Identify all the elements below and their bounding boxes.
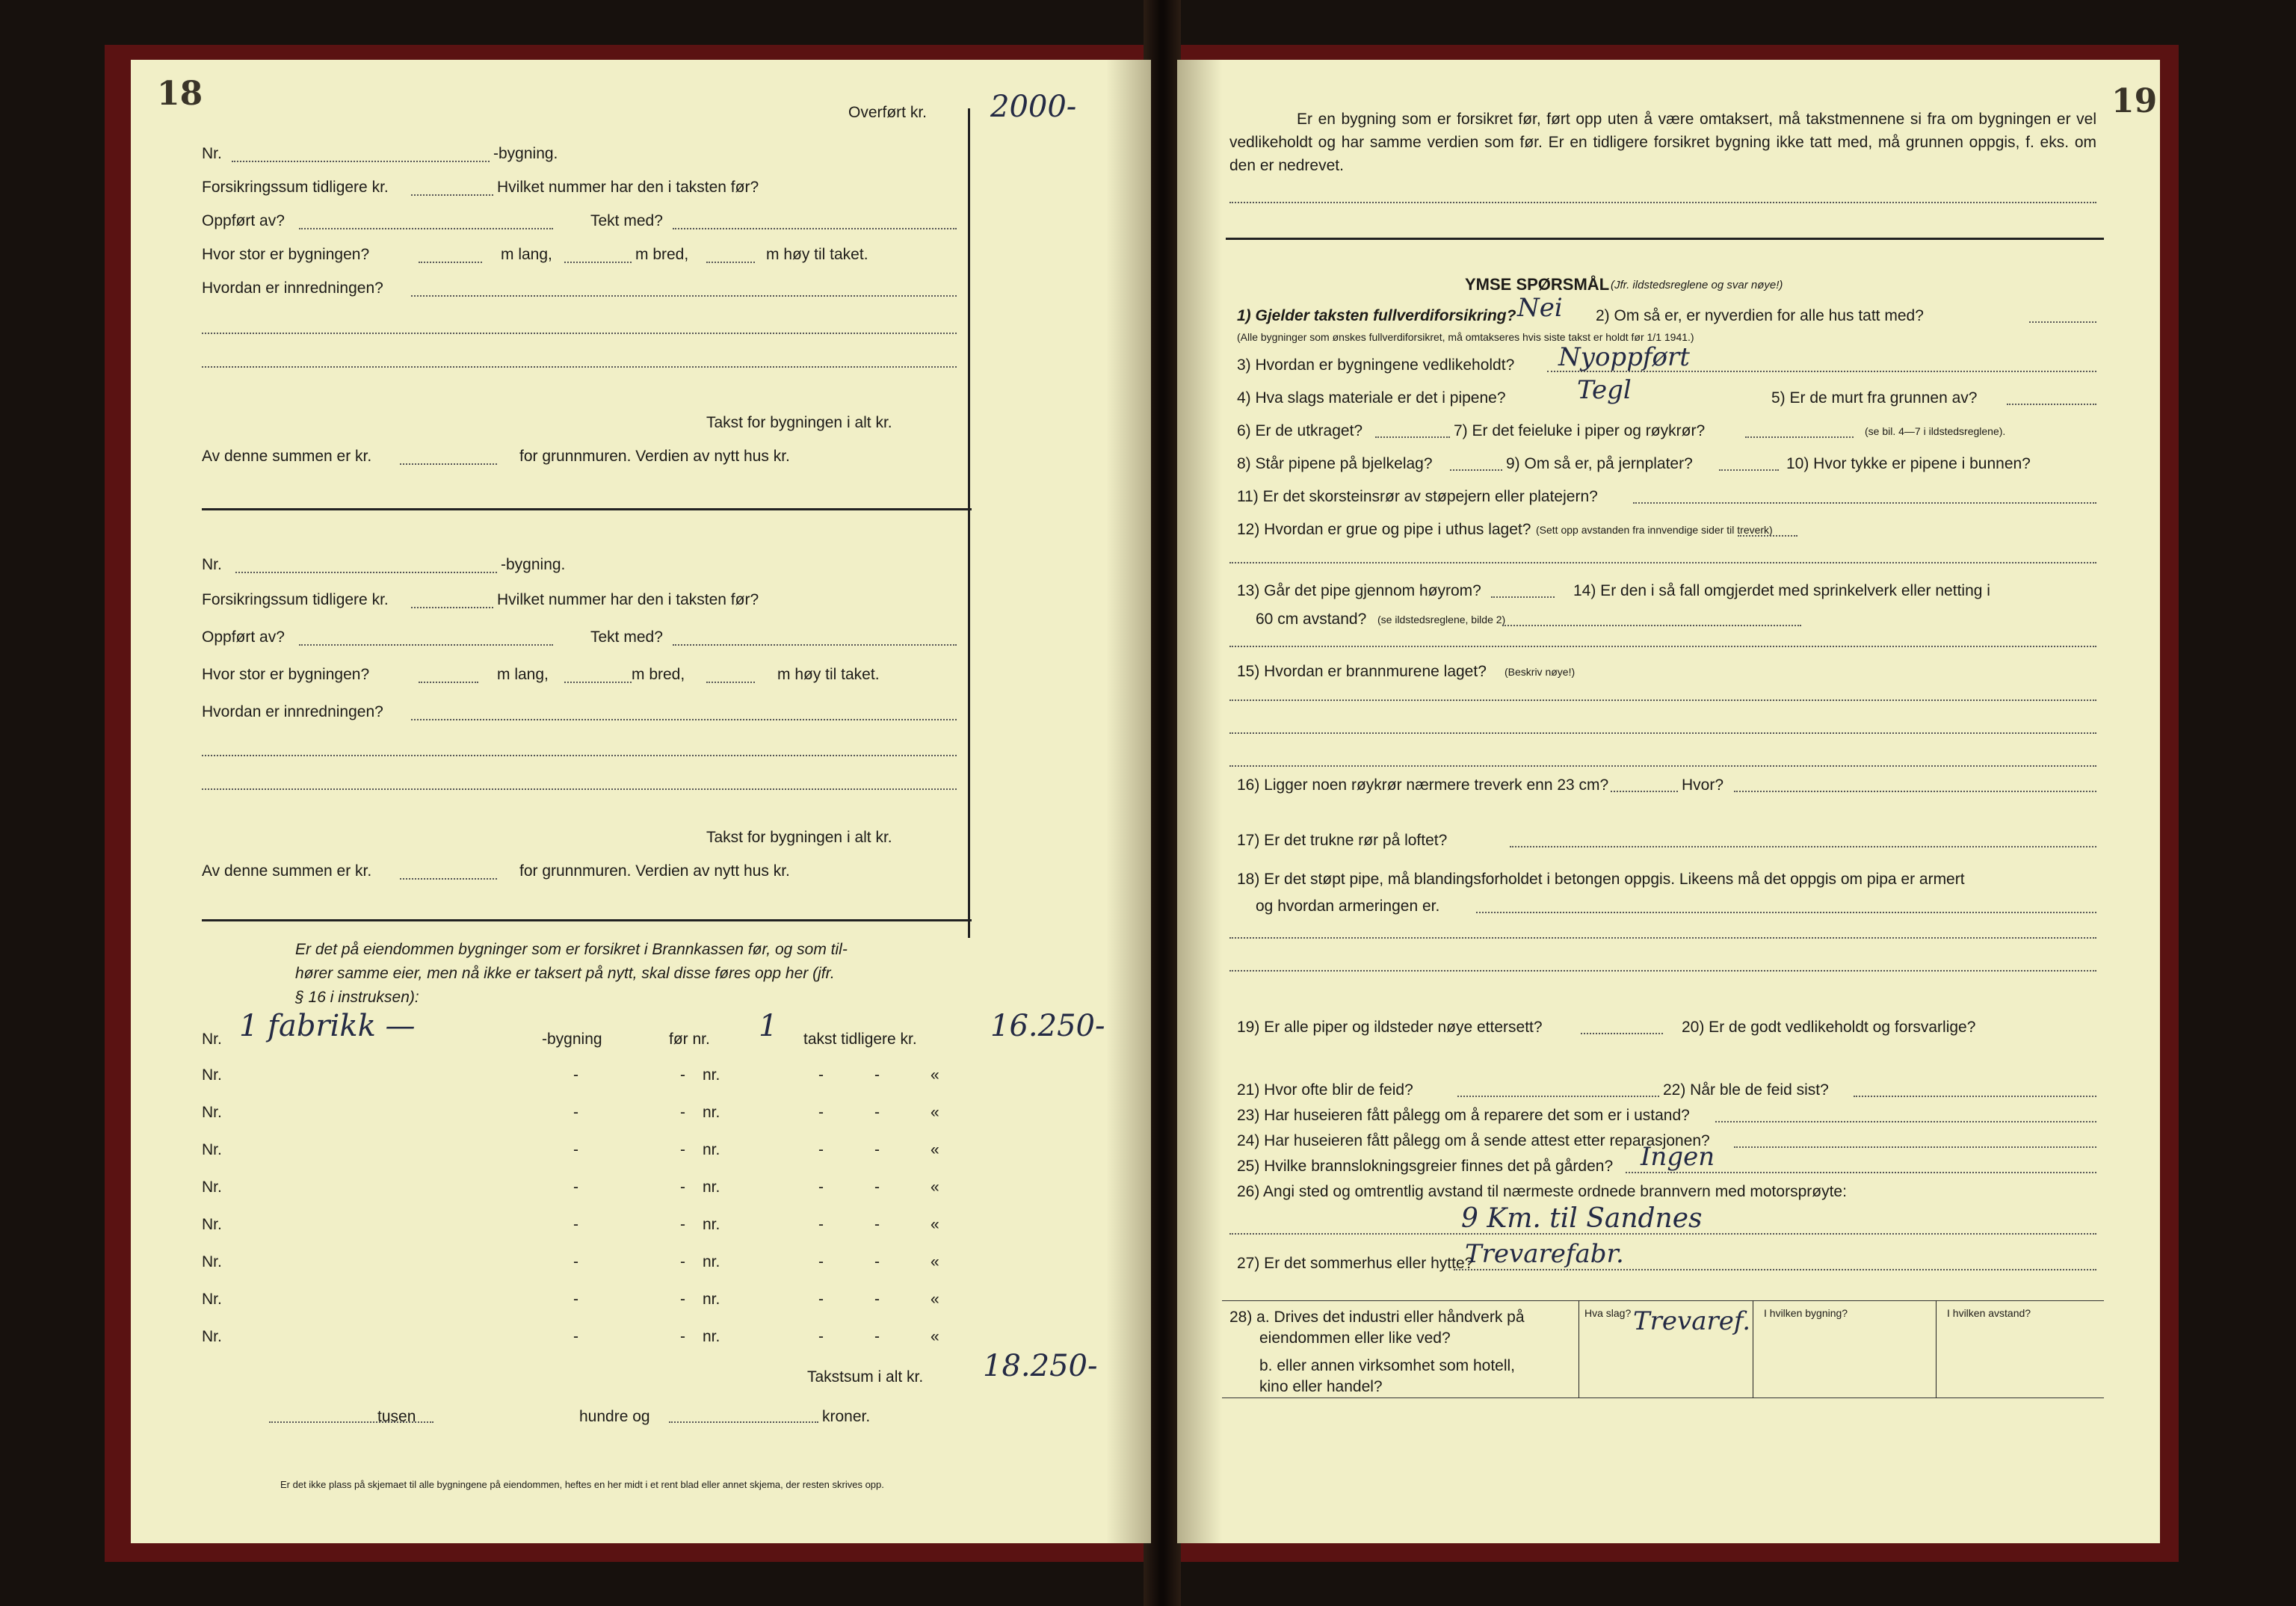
answer-15-line-2[interactable] [1229, 732, 2096, 734]
wide-field[interactable] [564, 682, 632, 683]
foundation-field[interactable] [400, 463, 497, 465]
row-dash: - [874, 1104, 880, 1121]
intro-paragraph: Er en bygning som er forsikret før, ført opp uten å være omtaksert, må takstmennene si fra om bygningen er vel vedlikeholdt og har samme verdien som før. Er en tidligere forsikret bygning ikke tatt med, må grunnen oppgis, f. eks. om den er nedrevet. [1229, 111, 2096, 174]
prev-note-line-1: Er det på eiendommen bygninger som er forsikret i Brannkassen før, og som til- [295, 941, 848, 958]
long-field[interactable] [419, 682, 478, 683]
row-nr-label: nr. [703, 1141, 720, 1158]
row-dash: - [573, 1253, 578, 1270]
question-22: 22) Når ble de feid sist? [1663, 1081, 1829, 1099]
row-dash: - [818, 1066, 824, 1084]
question-2: 2) Om så er, er nyverdien for alle hus tatt med? [1596, 307, 1924, 324]
question-8: 8) Står pipene på bjelkelag? [1237, 455, 1433, 472]
divider [202, 919, 972, 921]
table-top-rule [1222, 1300, 2104, 1301]
row-nr-label: nr. [703, 1291, 720, 1308]
table-col-rule [1936, 1300, 1937, 1397]
question-28a: 28) a. Drives det industri eller håndverk på [1229, 1309, 1525, 1326]
answer-13-field[interactable] [1491, 596, 1555, 598]
question-16-where: Hvor? [1682, 776, 1724, 794]
question-16: 16) Ligger noen røykrør nærmere treverk enn 23 cm? [1237, 776, 1609, 794]
row-nr: Nr. [202, 1179, 222, 1196]
foundation-field[interactable] [400, 878, 497, 880]
question-18-cont: og hvordan armeringen er. [1256, 898, 1440, 915]
question-12-note: (Sett opp avstanden fra innvendige sider til treverk) [1536, 524, 1773, 536]
total-sum-label: Takstsum i alt kr. [807, 1368, 924, 1386]
foundation-label: for grunnmuren. Verdien av nytt hus kr. [519, 862, 790, 880]
divider [1226, 238, 2104, 240]
interior-label: Hvordan er innredningen? [202, 279, 383, 297]
question-4: 4) Hva slags materiale er det i pipene? [1237, 389, 1506, 407]
row-dash: - [818, 1141, 824, 1158]
carried-label: Overført kr. [848, 104, 927, 121]
row-nr: Nr. [202, 1066, 222, 1084]
answer-26: 9 Km. til Sandnes [1461, 1203, 1703, 1234]
row-ditto: « [931, 1216, 939, 1233]
row-dash: - [573, 1066, 578, 1084]
question-20: 20) Er de godt vedlikeholdt og forsvarlige? [1682, 1019, 1976, 1036]
answer-1: Nei [1517, 293, 1563, 323]
row-nr: Nr. [202, 1253, 222, 1270]
wide-field[interactable] [564, 262, 632, 263]
row-dash: - [573, 1104, 578, 1121]
interior-line-3[interactable] [202, 366, 957, 368]
of-sum-label: Av denne summen er kr. [202, 862, 372, 880]
row-dash: - [874, 1141, 880, 1158]
built-field[interactable] [299, 228, 553, 229]
sum-prev-field[interactable] [411, 607, 493, 608]
roof-field[interactable] [673, 644, 957, 646]
which-number-label: Hvilket nummer har den i taksten før? [497, 179, 759, 196]
answer-24-field[interactable] [1734, 1146, 2096, 1148]
built-label: Oppført av? [202, 628, 285, 646]
row-dash: - [680, 1104, 685, 1121]
row-nr: Nr. [202, 1104, 222, 1121]
row-dash: - [874, 1066, 880, 1084]
row-dash: - [680, 1328, 685, 1345]
total-label: Takst for bygningen i alt kr. [706, 829, 892, 846]
question-13: 13) Går det pipe gjennom høyrom? [1237, 582, 1481, 599]
answer-26-line[interactable] [1229, 1233, 2096, 1235]
row-dash: - [874, 1179, 880, 1196]
size-label: Hvor stor er bygningen? [202, 246, 370, 263]
row-dash: - [874, 1253, 880, 1270]
question-24: 24) Har huseieren fått pålegg om å sende attest etter reparasjonen? [1237, 1132, 1710, 1149]
prev-row-nr-hand: 1 [759, 1009, 778, 1043]
interior-field[interactable] [411, 295, 957, 297]
answer-9-field[interactable] [1719, 469, 1779, 471]
nr-label: Nr. [202, 556, 222, 573]
answer-16-field[interactable] [1611, 791, 1678, 792]
interior-field[interactable] [411, 719, 957, 720]
of-sum-label: Av denne summen er kr. [202, 448, 372, 465]
question-1: 1) Gjelder taksten fullverdiforsikring? [1237, 307, 1516, 324]
row-dash: - [680, 1141, 685, 1158]
answer-8-field[interactable] [1450, 469, 1502, 471]
prev-row-for-nr: før nr. [669, 1031, 710, 1048]
total-sum-value: 18.250- [983, 1349, 1098, 1383]
row-dash: - [680, 1216, 685, 1233]
question-28b-cont: kino eller handel? [1259, 1378, 1383, 1395]
high-label: m høy til taket. [766, 246, 868, 263]
row-ditto: « [931, 1141, 939, 1158]
row-nr-label: nr. [703, 1104, 720, 1121]
row-dash: - [874, 1328, 880, 1345]
answer-17-field[interactable] [1510, 846, 2096, 847]
question-6: 6) Er de utkraget? [1237, 422, 1363, 439]
row-dash: - [680, 1291, 685, 1308]
high-field[interactable] [706, 682, 755, 683]
question-25: 25) Hvilke brannslokningsgreier finnes det på gården? [1237, 1158, 1614, 1175]
row-dash: - [818, 1253, 824, 1270]
question-19: 19) Er alle piper og ildsteder nøye ettersett? [1237, 1019, 1543, 1036]
long-field[interactable] [419, 262, 482, 263]
page-number: 19 [2111, 82, 2158, 120]
answer-7-field[interactable] [1745, 436, 1854, 438]
page-number: 18 [157, 75, 203, 113]
answer-18-line-1[interactable] [1229, 937, 2096, 939]
size-label: Hvor stor er bygningen? [202, 666, 370, 683]
answer-15-line-1[interactable] [1229, 699, 2096, 701]
interior-label: Hvordan er innredningen? [202, 703, 383, 720]
high-label: m høy til taket. [777, 666, 880, 683]
row-nr: Nr. [202, 1328, 222, 1345]
answer-3: Nyoppført [1558, 342, 1690, 372]
row-dash: - [874, 1216, 880, 1233]
row-dash: - [818, 1291, 824, 1308]
question-28b: b. eller annen virksomhet som hotell, [1259, 1357, 1515, 1374]
question-14-note: (se ildstedsreglene, bilde 2) [1377, 614, 1506, 626]
row-dash: - [573, 1216, 578, 1233]
row-dash: - [680, 1066, 685, 1084]
col-distance: I hvilken avstand? [1947, 1307, 2031, 1319]
col-what: Hva slag? [1584, 1307, 1632, 1319]
built-field[interactable] [299, 644, 553, 646]
question-26: 26) Angi sted og omtrentlig avstand til nærmeste ordnede brannvern med motorsprøyte: [1237, 1183, 1847, 1200]
question-10: 10) Hvor tykke er pipene i bunnen? [1786, 455, 2031, 472]
answer-6-field[interactable] [1375, 436, 1450, 438]
answer-3-field[interactable] [1547, 371, 2096, 372]
answer-11-field[interactable] [1633, 502, 2096, 504]
built-label: Oppført av? [202, 212, 285, 229]
col-building: I hvilken bygning? [1764, 1307, 1848, 1319]
interior-line-2[interactable] [202, 333, 957, 334]
footnote: Er det ikke plass på skjemaet til alle bygningene på eiendommen, heftes en her midt i et rent blad eller annet skjema, der resten skrives opp. [280, 1479, 884, 1490]
row-dash: - [874, 1291, 880, 1308]
row-nr-label: nr. [703, 1066, 720, 1084]
roof-field[interactable] [673, 228, 957, 229]
question-12: 12) Hvordan er grue og pipe i uthus laget? [1237, 521, 1531, 538]
intro-line[interactable] [1229, 202, 2096, 203]
section-heading-note: (Jfr. ildstedsreglene og svar nøye!) [1611, 279, 1783, 291]
long-label: m lang, [497, 666, 549, 683]
question-11: 11) Er det skorsteinsrør av støpejern eller platejern? [1237, 488, 1598, 505]
answer-19-field[interactable] [1581, 1033, 1663, 1034]
answer-27: Trevarefabr. [1465, 1239, 1624, 1269]
question-17: 17) Er det trukne rør på loftet? [1237, 832, 1448, 849]
interior-line-2[interactable] [202, 755, 957, 756]
row-nr-label: nr. [703, 1179, 720, 1196]
question-23: 23) Har huseieren fått pålegg om å reparere det som er i ustand? [1237, 1107, 1690, 1124]
prev-row-nr: Nr. [202, 1031, 222, 1048]
question-14: 14) Er den i så fall omgjerdet med sprinkelverk eller netting i [1573, 582, 1990, 599]
divider [202, 508, 972, 510]
answer-27-field[interactable] [1454, 1269, 2096, 1270]
high-field[interactable] [706, 262, 755, 263]
nr-field[interactable] [232, 161, 490, 162]
row-ditto: « [931, 1291, 939, 1308]
question-21: 21) Hvor ofte blir de feid? [1237, 1081, 1413, 1099]
row-nr-label: nr. [703, 1216, 720, 1233]
row-dash: - [573, 1328, 578, 1345]
table-col-rule [1578, 1300, 1579, 1397]
row-ditto: « [931, 1179, 939, 1196]
row-dash: - [573, 1141, 578, 1158]
nr-label: Nr. [202, 145, 222, 162]
row-dash: - [818, 1104, 824, 1121]
prev-note-line-3: § 16 i instruksen): [295, 989, 419, 1006]
question-7: 7) Er det feieluke i piper og røykrør? [1454, 422, 1706, 439]
answer-18-line-2[interactable] [1229, 970, 2096, 972]
bygning-label: -bygning. [501, 556, 566, 573]
row-dash: - [818, 1216, 824, 1233]
which-number-label: Hvilket nummer har den i taksten før? [497, 591, 759, 608]
prev-note-line-2: hører samme eier, men nå ikke er taksert på nytt, skal disse føres opp her (jfr. [295, 965, 835, 982]
table-bottom-rule [1222, 1397, 2104, 1398]
question-3: 3) Hvordan er bygningene vedlikeholdt? [1237, 356, 1515, 374]
sum-prev-field[interactable] [411, 194, 493, 196]
row-ditto: « [931, 1066, 939, 1084]
answer-5-field[interactable] [2007, 404, 2096, 405]
question-1-note: (Alle bygninger som ønskes fullverdiforsikret, må omtakseres hvis siste takst er holdt før 1/1 1941.) [1237, 331, 1694, 343]
kroner-field[interactable] [669, 1421, 818, 1423]
question-9: 9) Om så er, på jernplater? [1506, 455, 1693, 472]
hundre-label: hundre og [579, 1408, 650, 1425]
total-label: Takst for bygningen i alt kr. [706, 414, 892, 431]
prev-row-value-hand: 16.250- [990, 1009, 1105, 1043]
question-5: 5) Er de murt fra grunnen av? [1771, 389, 1978, 407]
tusen-label: tusen [377, 1408, 416, 1425]
answer-21-field[interactable] [1457, 1096, 1659, 1097]
row-nr: Nr. [202, 1291, 222, 1308]
row-ditto: « [931, 1104, 939, 1121]
roof-label: Tekt med? [590, 628, 663, 646]
section-heading: YMSE SPØRSMÅL [1465, 275, 1610, 294]
row-nr-label: nr. [703, 1253, 720, 1270]
answer-25: Ingen [1641, 1142, 1715, 1172]
foundation-label: for grunnmuren. Verdien av nytt hus kr. [519, 448, 790, 465]
answer-16-where-field[interactable] [1734, 791, 2096, 792]
answer-14-line[interactable] [1229, 646, 2096, 647]
question-27: 27) Er det sommerhus eller hytte? [1237, 1255, 1474, 1272]
answer-28: Trevaref. [1633, 1306, 1751, 1336]
sum-prev-label: Forsikringssum tidligere kr. [202, 179, 389, 196]
amount-column-rule [968, 108, 970, 938]
left-page [131, 60, 1151, 1543]
row-ditto: « [931, 1328, 939, 1345]
row-dash: - [818, 1328, 824, 1345]
row-nr-label: nr. [703, 1328, 720, 1345]
roof-label: Tekt med? [590, 212, 663, 229]
question-15-note: (Beskriv nøye!) [1505, 666, 1576, 678]
answer-12-line[interactable] [1229, 562, 2096, 563]
row-dash: - [573, 1179, 578, 1196]
answer-2-field[interactable] [2029, 321, 2096, 323]
row-dash: - [573, 1291, 578, 1308]
prev-row-bygning: -bygning [542, 1031, 602, 1048]
question-15: 15) Hvordan er brannmurene laget? [1237, 663, 1487, 680]
prev-row-building-hand: 1 fabrikk — [239, 1009, 416, 1043]
interior-line-3[interactable] [202, 788, 957, 790]
question-7-note: (se bil. 4—7 i ildstedsreglene). [1865, 425, 2006, 437]
kroner-label: kroner. [822, 1408, 871, 1425]
row-nr: Nr. [202, 1141, 222, 1158]
answer-25-field[interactable] [1626, 1172, 2096, 1173]
answer-23-field[interactable] [1715, 1121, 2096, 1122]
row-nr: Nr. [202, 1216, 222, 1233]
carried-value: 2000- [990, 90, 1077, 124]
answer-14-field[interactable] [1502, 625, 1801, 626]
answer-12-field[interactable] [1738, 535, 1797, 537]
answer-4: Tegl [1577, 375, 1632, 405]
sum-prev-label: Forsikringssum tidligere kr. [202, 591, 389, 608]
row-dash: - [680, 1253, 685, 1270]
wide-label: m bred, [632, 666, 685, 683]
right-page [1177, 60, 2160, 1543]
question-14-cont: 60 cm avstand? [1256, 611, 1367, 628]
nr-field[interactable] [235, 572, 497, 573]
answer-18-field[interactable] [1476, 912, 2096, 913]
row-dash: - [680, 1179, 685, 1196]
answer-22-field[interactable] [1854, 1096, 2096, 1097]
answer-15-line-3[interactable] [1229, 765, 2096, 767]
long-label: m lang, [501, 246, 552, 263]
prev-row-takst: takst tidligere kr. [803, 1031, 917, 1048]
bygning-label: -bygning. [493, 145, 558, 162]
question-18: 18) Er det støpt pipe, må blandingsforholdet i betongen oppgis. Likeens må det oppgis om pipa er armert [1237, 871, 1965, 888]
row-ditto: « [931, 1253, 939, 1270]
row-dash: - [818, 1179, 824, 1196]
wide-label: m bred, [635, 246, 689, 263]
question-28a-cont: eiendommen eller like ved? [1259, 1329, 1451, 1347]
